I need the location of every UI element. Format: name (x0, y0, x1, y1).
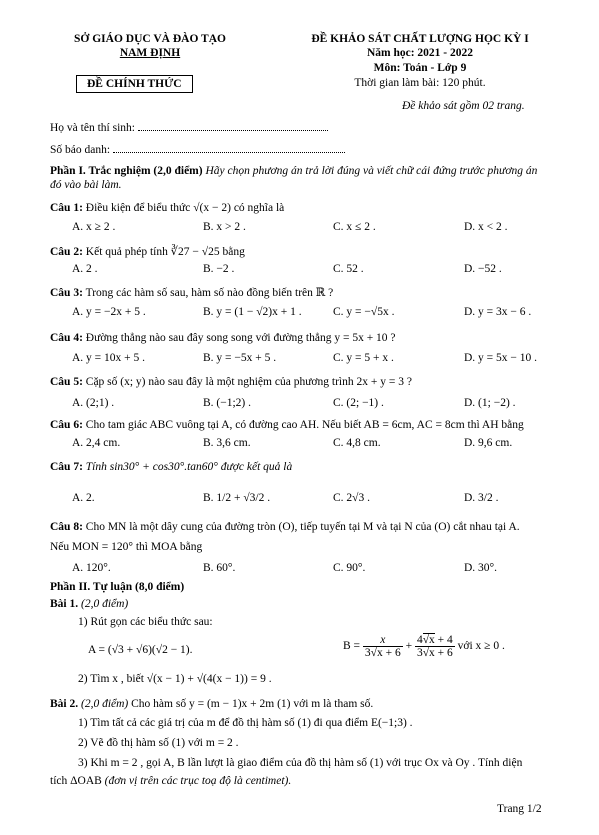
q3-option-c: C. y = −√5x . (333, 306, 395, 318)
question-4 (50, 332, 396, 344)
q8-option-d: D. 30°. (464, 562, 498, 574)
q3-option-b: B. y = (1 − √2)x + 1 . (203, 306, 302, 318)
candidate-name-field[interactable] (138, 120, 328, 131)
question-label: Câu 4: (50, 332, 83, 344)
part1-title: Phần I. Trắc nghiệm (2,0 điểm) (50, 165, 203, 177)
q6-option-c: C. 4,8 cm. (333, 437, 381, 449)
bai1-heading (50, 598, 128, 610)
question-text: Cho MN là một dây cung của đường tròn (O), tiếp tuyến tại M và tại N của (O) cắt nhau tại A. (85, 521, 520, 533)
q2-option-a: A. 2 . (72, 263, 98, 275)
fraction-2: $\frac{4√x + 4}{3√x + 6}$ (416, 634, 453, 659)
bai1-expr-a: A = (√3 + √6)(√2 − 1). (88, 644, 193, 656)
q6-option-d: D. 9,6 cm. (464, 437, 513, 449)
q4-option-b: B. y = −5x + 5 . (203, 352, 277, 364)
q2-option-b: B. −2 . (203, 263, 235, 275)
question-text: Điều kiện để biểu thức √(x − 2) có nghĩa là (85, 202, 285, 214)
q8-option-b: B. 60°. (203, 562, 236, 574)
question-label: Câu 3: (50, 287, 83, 299)
q7-option-c: C. 2√3 . (333, 492, 370, 504)
q4-option-d: D. y = 5x − 10 . (464, 352, 538, 364)
q1-option-c: C. x ≤ 2 . (333, 221, 376, 233)
question-8-line2: Nếu MON = 120° thì MOA bằng (50, 541, 203, 553)
exam-time: Thời gian làm bài: 120 phút. (354, 77, 486, 89)
subject: Môn: Toán - Lớp 9 (373, 62, 467, 74)
q4-option-a: A. y = 10x + 5 . (72, 352, 146, 364)
bai2-q2: 2) Vẽ đồ thị hàm số (1) với m = 2 . (78, 737, 239, 749)
q6-option-a: A. 2,4 cm. (72, 437, 121, 449)
question-6 (50, 419, 524, 431)
q1-option-d: D. x < 2 . (464, 221, 508, 233)
bai1-q2: 2) Tìm x , biết √(x − 1) + √(4(x − 1)) = 9 . (78, 673, 272, 685)
bai2-heading (50, 698, 373, 710)
question-label: Câu 1: (50, 202, 83, 214)
candidate-id-label: Số báo danh: (50, 144, 111, 156)
q1-option-b: B. x > 2 . (203, 221, 246, 233)
question-label: Câu 7: (50, 461, 83, 473)
question-text: Cặp số (x; y) nào sau đây là một nghiệm của phương trình 2x + y = 3 ? (85, 376, 412, 388)
bai2-q3-unit-note: (đơn vị trên các trục toạ độ là centimet). (104, 775, 292, 787)
question-8 (50, 521, 520, 533)
question-text: Trong các hàm số sau, hàm số nào đồng biến trên ℝ ? (85, 287, 334, 299)
question-text: Kết quả phép tính ∛27 − √25 bằng (85, 246, 245, 258)
q5-option-b: B. (−1;2) . (203, 397, 252, 409)
question-1 (50, 202, 284, 214)
q5-option-a: A. (2;1) . (72, 397, 115, 409)
q8-option-a: A. 120°. (72, 562, 111, 574)
question-label: Câu 5: (50, 376, 83, 388)
candidate-id-row (50, 142, 345, 156)
question-label: Câu 2: (50, 246, 83, 258)
question-label: Câu 6: (50, 419, 83, 431)
bai1-label: Bài 1. (50, 598, 79, 610)
q8-option-c: C. 90°. (333, 562, 366, 574)
question-label: Câu 8: (50, 521, 83, 533)
part2-title: Phần II. Tự luận (8,0 điểm) (50, 581, 185, 593)
bai2-points: (2,0 điểm) (81, 698, 129, 710)
question-7 (50, 461, 292, 473)
pages-note: Đề khảo sát gồm 02 trang. (402, 100, 525, 112)
bai1-expr-b: B = $\frac{x}{3√x + 6}$ + $\frac{4√x + 4}{3√x + 6}$ với x ≥ 0 . (343, 634, 505, 659)
candidate-name-row (50, 120, 328, 134)
bai2-label: Bài 2. (50, 698, 79, 710)
bai2-intro: Cho hàm số y = (m − 1)x + 2m (1) với m là tham số. (131, 698, 374, 710)
bai2-q1: 1) Tìm tất cả các giá trị của m để đồ thị hàm số (1) đi qua điểm E(−1;3) . (78, 717, 413, 729)
dept-line1: SỞ GIÁO DỤC VÀ ĐÀO TẠO (74, 33, 226, 45)
q1-option-a: A. x ≥ 2 . (72, 221, 116, 233)
q2-option-d: D. −52 . (464, 263, 502, 275)
q7-option-a: A. 2. (72, 492, 95, 504)
school-year: Năm học: 2021 - 2022 (366, 47, 474, 59)
q2-option-c: C. 52 . (333, 263, 364, 275)
q4-option-c: C. y = 5 + x . (333, 352, 394, 364)
q7-option-b: B. 1/2 + √3/2 . (203, 492, 271, 504)
exam-title: ĐỀ KHẢO SÁT CHẤT LƯỢNG HỌC KỲ I (311, 33, 529, 45)
q5-option-d: D. (1; −2) . (464, 397, 516, 409)
candidate-name-label: Họ và tên thí sinh: (50, 122, 135, 134)
expr-b-prefix: B = (343, 640, 361, 653)
expr-b-suffix: với x ≥ 0 . (457, 640, 505, 653)
question-5 (50, 376, 412, 388)
part1-instruction: Hãy chọn phương án trả lời đúng và viết chữ cái đứng trước phương án đó vào bài làm. (50, 165, 538, 191)
official-stamp: ĐỀ CHÍNH THỨC (76, 75, 193, 93)
bai1-q1: 1) Rút gọn các biểu thức sau: (78, 616, 213, 628)
bai2-q3-line2 (50, 775, 291, 787)
q5-option-c: C. (2; −1) . (333, 397, 384, 409)
q3-option-d: D. y = 3x − 6 . (464, 306, 532, 318)
bai2-q3: 3) Khi m = 2 , gọi A, B lần lượt là giao điểm của đồ thị hàm số (1) với trục Ox và Oy . Tính diện (78, 757, 523, 769)
question-text: Đường thẳng nào sau đây song song với đường thẳng y = 5x + 10 ? (85, 332, 396, 344)
q7-option-d: D. 3/2 . (464, 492, 499, 504)
candidate-id-field[interactable] (113, 142, 345, 153)
page-number: Trang 1/2 (497, 803, 542, 815)
bai1-points: (2,0 điểm) (81, 598, 129, 610)
q6-option-b: B. 3,6 cm. (203, 437, 251, 449)
question-text: Cho tam giác ABC vuông tại A, có đường cao AH. Nếu biết AB = 6cm, AC = 8cm thì AH bằng (85, 419, 524, 431)
fraction-1: $\frac{x}{3√x + 6}$ (364, 634, 401, 659)
question-3 (50, 285, 333, 299)
dept-line2: NAM ĐỊNH (119, 47, 181, 59)
part1-heading (50, 164, 550, 192)
question-text: Tính sin30° + cos30°.tan60° được kết quả là (85, 461, 293, 473)
bai2-q3-area: tích ΔOAB (50, 775, 102, 787)
q3-option-a: A. y = −2x + 5 . (72, 306, 146, 318)
question-2 (50, 244, 245, 258)
